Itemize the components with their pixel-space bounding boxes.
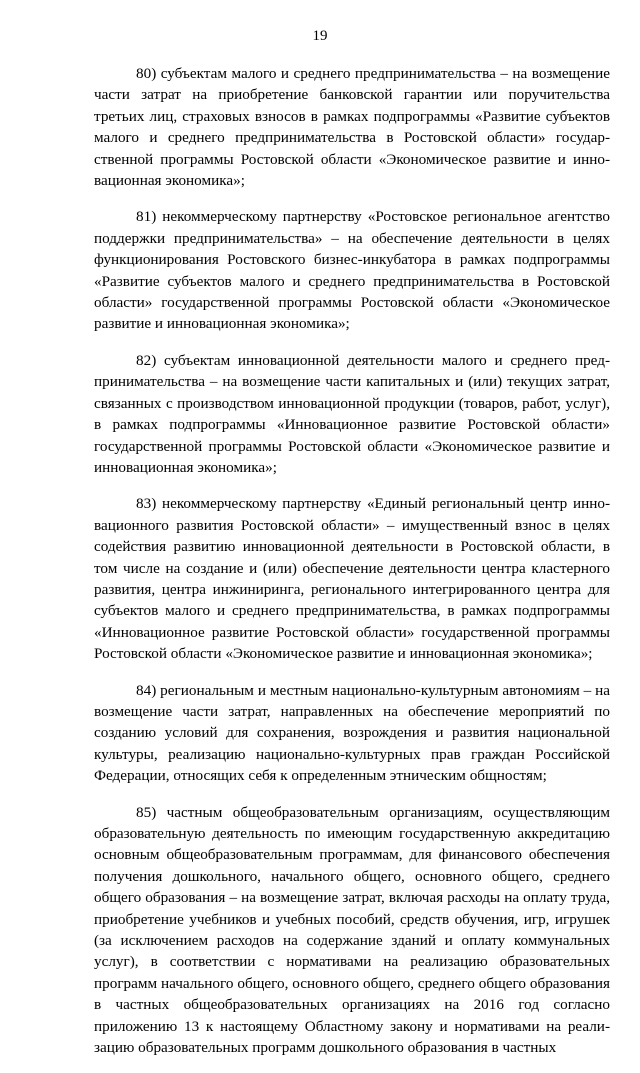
paragraph-item-84: 84) региональным и местным национально-культурным автономиям – на возмещение части затрат, направленных на обеспечение мероприятий по созданию условий для сохранения, возрождения и развития национальной культуры, реализацию национально-культурных прав граждан Российской Федерации, относящих себя к определенным этническим общностям;: [94, 681, 610, 785]
paragraph-item-82: 82) субъектам инновационной деятельности малого и среднего предпринимательства – на возмещение части капитальных и (или) текущих затрат, связанных с производством инновационной продукции (товаров, работ, услуг), в рамках подпрограммы «Инновационное развитие Ростовской области» государственной программы Ростовской области «Экономическое развитие и инновационная экономика»;: [94, 351, 610, 476]
paragraph-item-80: 80) субъектам малого и среднего предпринимательства – на возмещение части затрат на приобретение банковской гарантии или поручительства третьих лиц, страховых взносов в рамках подпрограммы «Развитие субъектов малого и среднего предпринимательства в Ростовской области» государственной программы Ростовской области «Экономическое развитие и инновационная экономика»;: [94, 65, 610, 190]
paragraph-item-81: 81) некоммерческому партнерству «Ростовское региональное агентство поддержки предпринимательства» – на обеспечение деятельности в целях функционирования Ростовского бизнес-инкубатора в рамках подпрограммы «Развитие субъектов малого и среднего предпринимательства в Ростовской области» государственной программы Ростовской области «Экономическое развитие и инновационная экономика»;: [94, 208, 610, 333]
page-number: 19: [312, 28, 328, 44]
paragraph-item-85: 85) частным общеобразовательным организациям, осуществляющим образовательную деятельность по имеющим государственную аккредитацию основным общеобразовательным программам, для финансового обеспечения получения дошкольного, начального общего, основного общего, среднего общего образования – на возмещение затрат, включая расходы на оплату труда, приобретение учебников и учебных пособий, средств обучения, игр, игрушек (за исключением расходов на содержание зданий и оплату коммунальных услуг), в соответствии с нормативами на реализацию образовательных программ начального общего, основного общего, среднего общего образования в частных общеобразовательных организациях на 2016 год согласно приложению 13 к настоящему Областному закону и нормативами на реализацию образовательных программ дошкольного образования в частных: [94, 803, 610, 1057]
paragraph-item-83: 83) некоммерческому партнерству «Единый региональный центр инновационного развития Ростовской области» – имущественный взнос в целях содействия развитию инновационной деятельности в Ростовской области, в том числе на создание и (или) обеспечение деятельности центра кластерного развития, центра инжиниринга, регионального интегрированного центра для субъектов малого и среднего предпринимательства, в рамках подпрограммы «Инновационное развитие Ростовской области» государственной программы Ростовской области «Экономическое развитие и инновационная экономика»;: [94, 495, 610, 663]
document-body: [94, 63, 610, 1073]
